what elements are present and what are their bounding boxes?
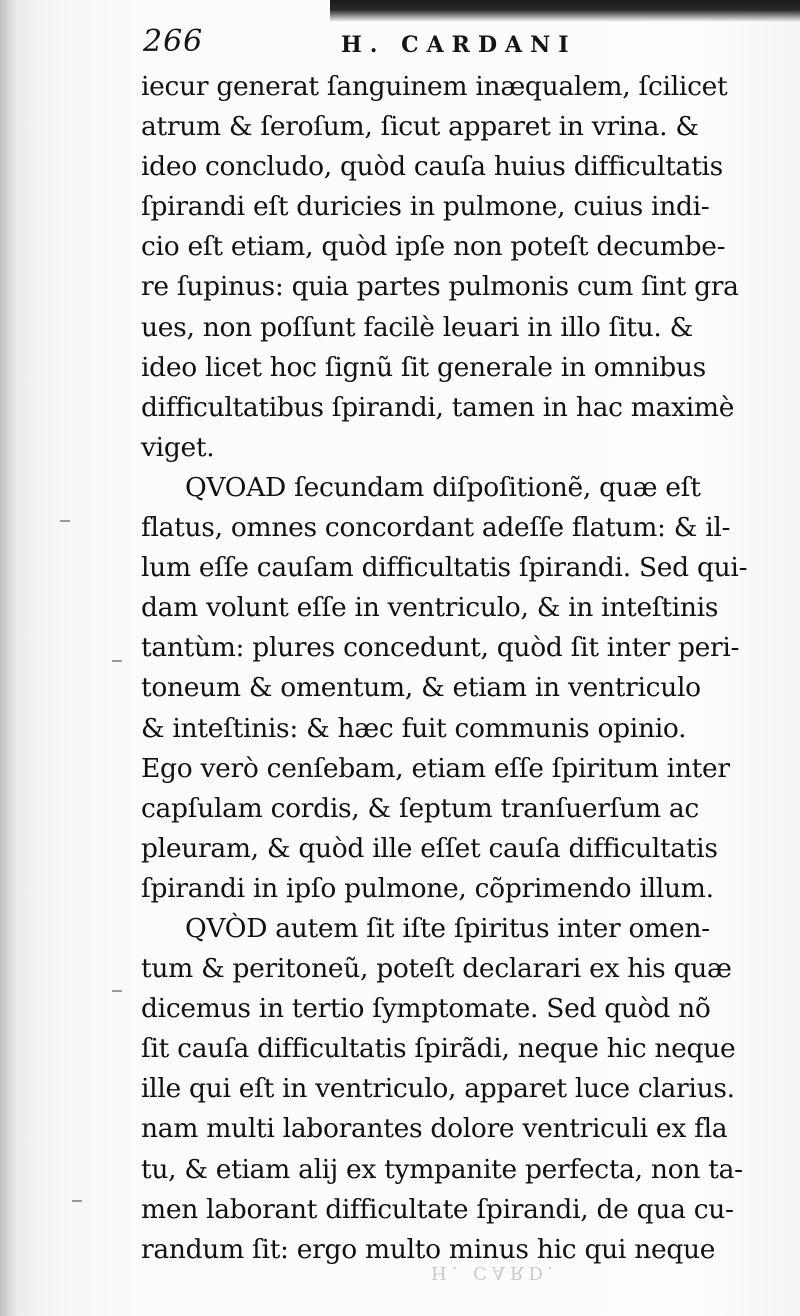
text-line: re ſupinus: quia partes pulmonis cum ſint gra [141,271,739,303]
text-line: viget. [141,431,215,463]
text-line: randum ſit: ergo multo minus hic qui neque [141,1233,716,1265]
text-line: Ego verò cenſebam, etiam eſſe ſpiritum inter [141,752,730,784]
page-number: 266 [143,24,204,59]
text-line: & inteſtinis: & hæc fuit communis opinio. [141,712,687,744]
text-line: tum & peritoneũ, poteſt declarari ex his quæ [141,953,732,985]
text-line: ideo concludo, quòd cauſa huius difficultatis [141,151,723,183]
paragraph-start-line: QVOAD ſecundam diſpoſitionẽ, quæ eſt [185,471,701,503]
text-line: tu, & etiam alij ex tympanite perfecta, non ta- [141,1153,743,1185]
text-line: nam multi laborantes dolore ventriculi ex fla [141,1113,728,1145]
text-line: iecur generat ſanguinem inæqualem, ſcilicet [141,71,728,102]
text-line: ſpirandi eſt duricies in pulmone, cuius indi- [141,191,710,223]
margin-mark [112,990,122,992]
paragraph-start-line: QVÒD autem ſit iſte ſpiritus inter omen- [185,912,710,944]
text-line: flatus, omnes concordant adeſſe flatum: & il- [141,512,731,544]
margin-mark [72,1200,82,1202]
text-line: dam volunt eſſe in ventriculo, & in inteſtinis [141,592,719,624]
text-line: tantùm: plures concedunt, quòd ſit inter peri- [141,632,740,664]
text-line: difficultatibus ſpirandi, tamen in hac maximè [141,391,735,423]
text-line: capſulam cordis, & ſeptum tranſuerſum ac [141,792,699,824]
running-head: H. CARDANI [341,32,577,58]
text-line: pleuram, & quòd ille eſſet cauſa difficultatis [141,832,718,864]
text-line: ues, non poſſunt facilè leuari in illo ſitu. & [141,311,693,343]
text-line: dicemus in tertio ſymptomate. Sed quòd nõ [141,993,711,1025]
gutter-shadow [0,0,18,1316]
text-line: ſit cauſa difficultatis ſpirãdi, neque hic neque [141,1033,736,1065]
margin-mark [112,660,122,662]
text-line: toneum & omentum, & etiam in ventriculo [141,672,701,704]
text-line: ideo licet hoc ſignũ ſit generale in omnibus [141,351,706,383]
text-line: ſpirandi in ipſo pulmone, cõprimendo illum. [141,872,714,904]
page-header [143,24,763,64]
margin-mark [60,520,70,522]
text-line: men laborant difficultate ſpirandi, de qua cu- [141,1193,734,1225]
show-through-text: H. CARD. [431,1262,558,1283]
body-text [141,67,769,1270]
text-line: atrum & ſeroſum, ſicut apparet in vrina. & [141,111,699,143]
text-line: lum eſſe cauſam difficultatis ſpirandi. Sed qui- [141,552,748,584]
text-line: ille qui eſt in ventriculo, apparet luce clarius. [141,1073,735,1105]
text-line: cio eſt etiam, quòd ipſe non poteſt decumbe- [141,231,726,263]
page-top-edge-shadow [330,0,800,22]
